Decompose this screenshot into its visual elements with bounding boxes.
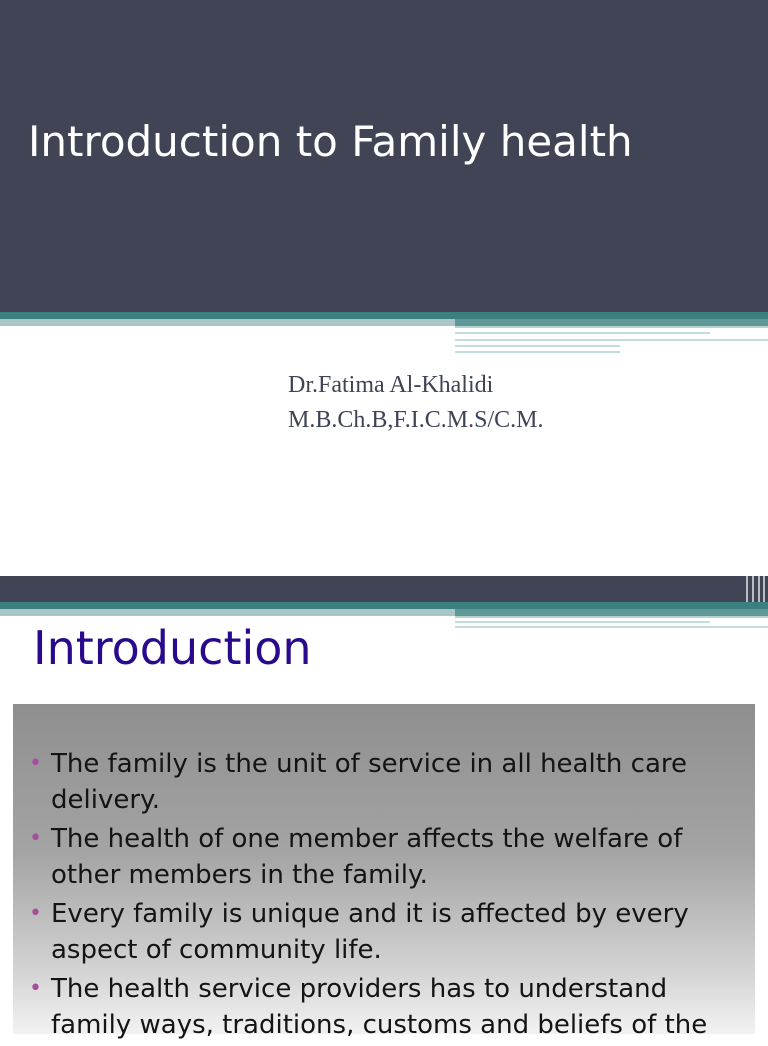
bullet-dot-icon: • (29, 901, 42, 926)
author-degree: M.B.Ch.B,F.I.C.M.S/C.M. (288, 407, 544, 433)
content-panel (13, 704, 755, 1040)
bullet-list (13, 746, 755, 1046)
decorative-stripe (455, 351, 620, 353)
bullet-item (13, 896, 755, 968)
title-slide-header-band (0, 0, 768, 312)
decorative-stripe (455, 609, 768, 616)
decorative-stripe (0, 602, 768, 609)
bullet-dot-icon: • (29, 976, 42, 1001)
decorative-stripe (455, 626, 768, 628)
decorative-stripe (752, 576, 754, 602)
bullet-text: The health of one member affects the welfare of other members in the family. (51, 824, 683, 890)
decorative-stripe (455, 319, 768, 326)
decorative-stripe (455, 326, 768, 328)
bullet-text: The family is the unit of service in all health care delivery. (51, 749, 687, 815)
decorative-stripe (758, 576, 760, 602)
author-name: Dr.Fatima Al-Khalidi (288, 372, 494, 398)
decorative-stripe (763, 576, 765, 602)
decorative-stripe (0, 312, 768, 319)
decorative-stripe (455, 621, 710, 623)
bullet-text: The health service providers has to understand family ways, traditions, customs and beliefs of the (51, 974, 708, 1040)
slide-heading: Introduction (33, 621, 312, 675)
decorative-stripe (0, 609, 455, 616)
decorative-stripe (455, 332, 710, 334)
decorative-stripe (455, 616, 768, 618)
introduction-slide-header-band (0, 576, 768, 602)
bullet-item (13, 821, 755, 893)
bullet-dot-icon: • (29, 826, 42, 851)
decorative-stripe (746, 576, 748, 602)
decorative-stripe (0, 319, 455, 326)
bullet-item (13, 971, 755, 1043)
slide-title: Introduction to Family health (28, 117, 633, 166)
author-block (288, 368, 544, 438)
decorative-stripe (455, 345, 620, 347)
decorative-stripe (455, 339, 768, 341)
bullet-text: Every family is unique and it is affected by every aspect of community life. (51, 899, 689, 965)
introduction-slide (0, 576, 768, 1040)
bullet-dot-icon: • (29, 751, 42, 776)
bullet-item (13, 746, 755, 818)
